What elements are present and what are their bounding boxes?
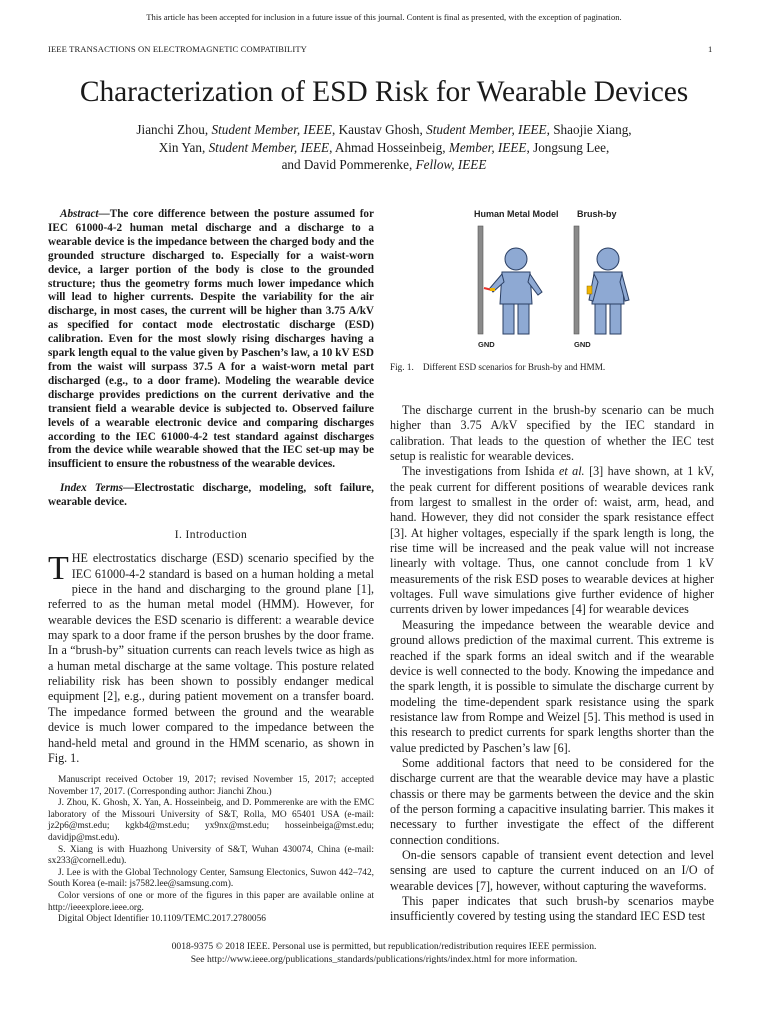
section-heading-introduction: I. Introduction <box>174 529 248 542</box>
abstract: Abstract—The core difference between the posture assumed for IEC 61000-4-2 human metal discharge and a discharge to a wearable device is the impedance between the charged body and the grounded structure discharged to. Especially for a waist-worn device, a larger portion of the body is close to the grounded structure; thus the geometry forms much lower impedance which will lead to higher currents. Despite the variability for the air discharge, in most cases, the current will be higher than 3.75 A/kV as specified for contact mode electrostatic discharge (ESD) calibration. Even for the most slowly rising discharges having a spark length equal to the value given by Paschen’s law, a 10 kV ESD from the waist will surpass 37.5 A for a waist-worn metal part discharged (e.g., to a door frame). Modeling the wearable device discharge provides predictions on the current derivative and the transient field a wearable device is subjected to. Observed failure levels of a wearable electronic device and comparing discharges according to the IEC 61000-4-2 test standard against discharges from the device while wearable showed that the IEC set-up may be insufficient to ensure the robustness of the wearable devices. <box>48 208 374 471</box>
author-line-2: Xin Yan, Student Member, IEEE, Ahmad Hosseinbeig, Member, IEEE, Jongsung Lee, <box>158 139 610 155</box>
right-paragraph-6: This paper indicates that such brush-by scenarios maybe insufficiently covered by testing using the standard IEC ESD test <box>390 894 714 924</box>
footnote-affiliation-samsung: J. Lee is with the Global Technology Center, Samsung Electonics, Suwon 442–742, South Korea (e-mail: js7582.lee@samsung.com). <box>48 867 374 890</box>
right-paragraph-5: On-die sensors capable of transient event detection and level sensing are used to capture the current induced on an I/O of wearable devices [7], however, without capturing the waveforms. <box>390 847 714 893</box>
label-gnd-right: GND <box>574 340 591 349</box>
running-head: IEEE TRANSACTIONS ON ELECTROMAGNETIC COMPATIBILITY <box>48 44 307 54</box>
wearable-device-icon <box>587 286 592 294</box>
drop-cap: T <box>48 550 69 588</box>
page-number: 1 <box>708 44 713 54</box>
ground-plate-right <box>574 226 579 334</box>
label-human-metal-model: Human Metal Model <box>474 209 559 219</box>
label-brush-by: Brush-by <box>577 209 617 219</box>
right-paragraph-3: Measuring the impedance between the wearable device and ground allows prediction of the maximal current. This extreme is reached if the spark forms an ideal switch and if the wearable device is well connected to the body. Knowing the impedance and the spark length, it is possible to simulate the discharge current by modeling the time-dependent spark resistance using the spark resistance law from Rompe and Weizel [5]. This method is used in this research to predict currents for spark lengths shorter than the value predicted by Paschen’s law [6]. <box>390 617 714 755</box>
footnote-doi: Digital Object Identifier 10.1109/TEMC.2017.2780056 <box>58 914 266 925</box>
footnote-color-versions: Color versions of one or more of the figures in this paper are available online at http://ieeexplore.ieee.org. <box>48 890 374 913</box>
person-hmm <box>490 248 542 334</box>
author-line-3: and David Pommerenke, Fellow, IEEE <box>281 157 487 172</box>
footnote-manuscript: Manuscript received October 19, 2017; revised November 15, 2017; accepted November 17, 2017. (Corresponding author: Jianchi Zhou.) <box>48 775 374 797</box>
ground-plate-left <box>478 226 483 334</box>
figure-1-caption: Fig. 1. Different ESD scenarios for Brush-by and HMM. <box>390 362 606 372</box>
copyright-line: 0018-9375 © 2018 IEEE. Personal use is permitted, but republication/redistribution requires IEEE permission. <box>171 941 597 952</box>
right-column <box>390 403 714 925</box>
rights-url-line: See http://www.ieee.org/publications_standards/publications/rights/index.html for more information. <box>190 953 578 965</box>
copyright-footer <box>0 941 768 966</box>
metal-piece-icon <box>490 288 495 291</box>
left-column <box>48 208 374 766</box>
right-paragraph-2: The investigations from Ishida et al. [3] have shown, at 1 kV, the peak current for different positions of wearable devices rank from largest to smallest in the order of: waist, arm, head, and hand. However, they did not consider the spark resistance effect [3]. At higher voltages, especially if the spark length is long, the rise time will be increased and the peak value will not increase linearly with voltage. Thus, one cannot conclude from 1 kV measurements of the risk ESD poses to wearable devices at higher voltages. Full wave simulations give further evidence of higher currents driven by lower impedances [4] for wearable devices <box>390 464 714 617</box>
author-line-1: Jianchi Zhou, Student Member, IEEE, Kaustav Ghosh, Student Member, IEEE, Shaojie Xiang, <box>136 122 632 137</box>
footnote-affiliation-mst: J. Zhou, K. Ghosh, X. Yan, A. Hosseinbeig, and D. Pommerenke are with the EMC laboratory of the Missouri University of S&T, Rolla, MO 65401 USA (e-mail: jz2p6@mst.edu; kgkb4@mst.edu; yx9nx@mst.edu; hosseinbeiga@mst.edu; davidjp@mst.edu). <box>48 798 374 843</box>
figure-1 <box>470 204 646 350</box>
right-paragraph-4: Some additional factors that need to be considered for the discharge current are that the wearable device may have a plastic chassis or there may be garments between the device and the skin of the person forming a capacitive insulating barrier. This makes it necessary to further investigate the effect of the different connection conditions. <box>390 755 714 847</box>
footnotes <box>48 775 374 926</box>
intro-paragraph: THE electrostatics discharge (ESD) scenario specified by the IEC 61000-4-2 standard is based on a human holding a metal piece in the hand and discharging to the ground plane [1], referred to as the human metal model (HMM). However, for wearable devices the ESD scenario is different: a wearable device may spark to a door frame if the person brushes by the door frame. In a “brush-by” situation currents can reach levels twice as high as a human metal discharge at the same voltage. This posture related reliability risk has been shown to possibly endanger medical equipment [2], e.g., during patient movement on a transfer board. The impedance formed between the ground and the wearable device is much lower compared to the impedance between the hand-held metal and ground in the HMM scenario, as shown in Fig. 1. <box>48 550 374 765</box>
right-paragraph-1: The discharge current in the brush-by scenario can be much higher than 3.75 A/kV specified by the IEC standard in calibration. That leads to the question of whether the IEC test setup is realistic for wearable devices. <box>390 403 714 464</box>
figure-1-illustration <box>470 204 646 350</box>
paper-title: Characterization of ESD Risk for Wearable Devices <box>79 76 689 108</box>
person-brush-by <box>589 248 629 334</box>
index-terms: Index Terms—Electrostatic discharge, modeling, soft failure, wearable device. <box>48 482 374 509</box>
label-gnd-left: GND <box>478 340 495 349</box>
author-list <box>60 121 708 174</box>
footnote-affiliation-huazhong: S. Xiang is with Huazhong University of S&T, Wuhan 430074, China (e-mail: sx233@cornell.edu). <box>48 844 374 867</box>
acceptance-notice: This article has been accepted for inclusion in a future issue of this journal. Content is final as presented, with the exception of pagination. <box>146 12 622 22</box>
